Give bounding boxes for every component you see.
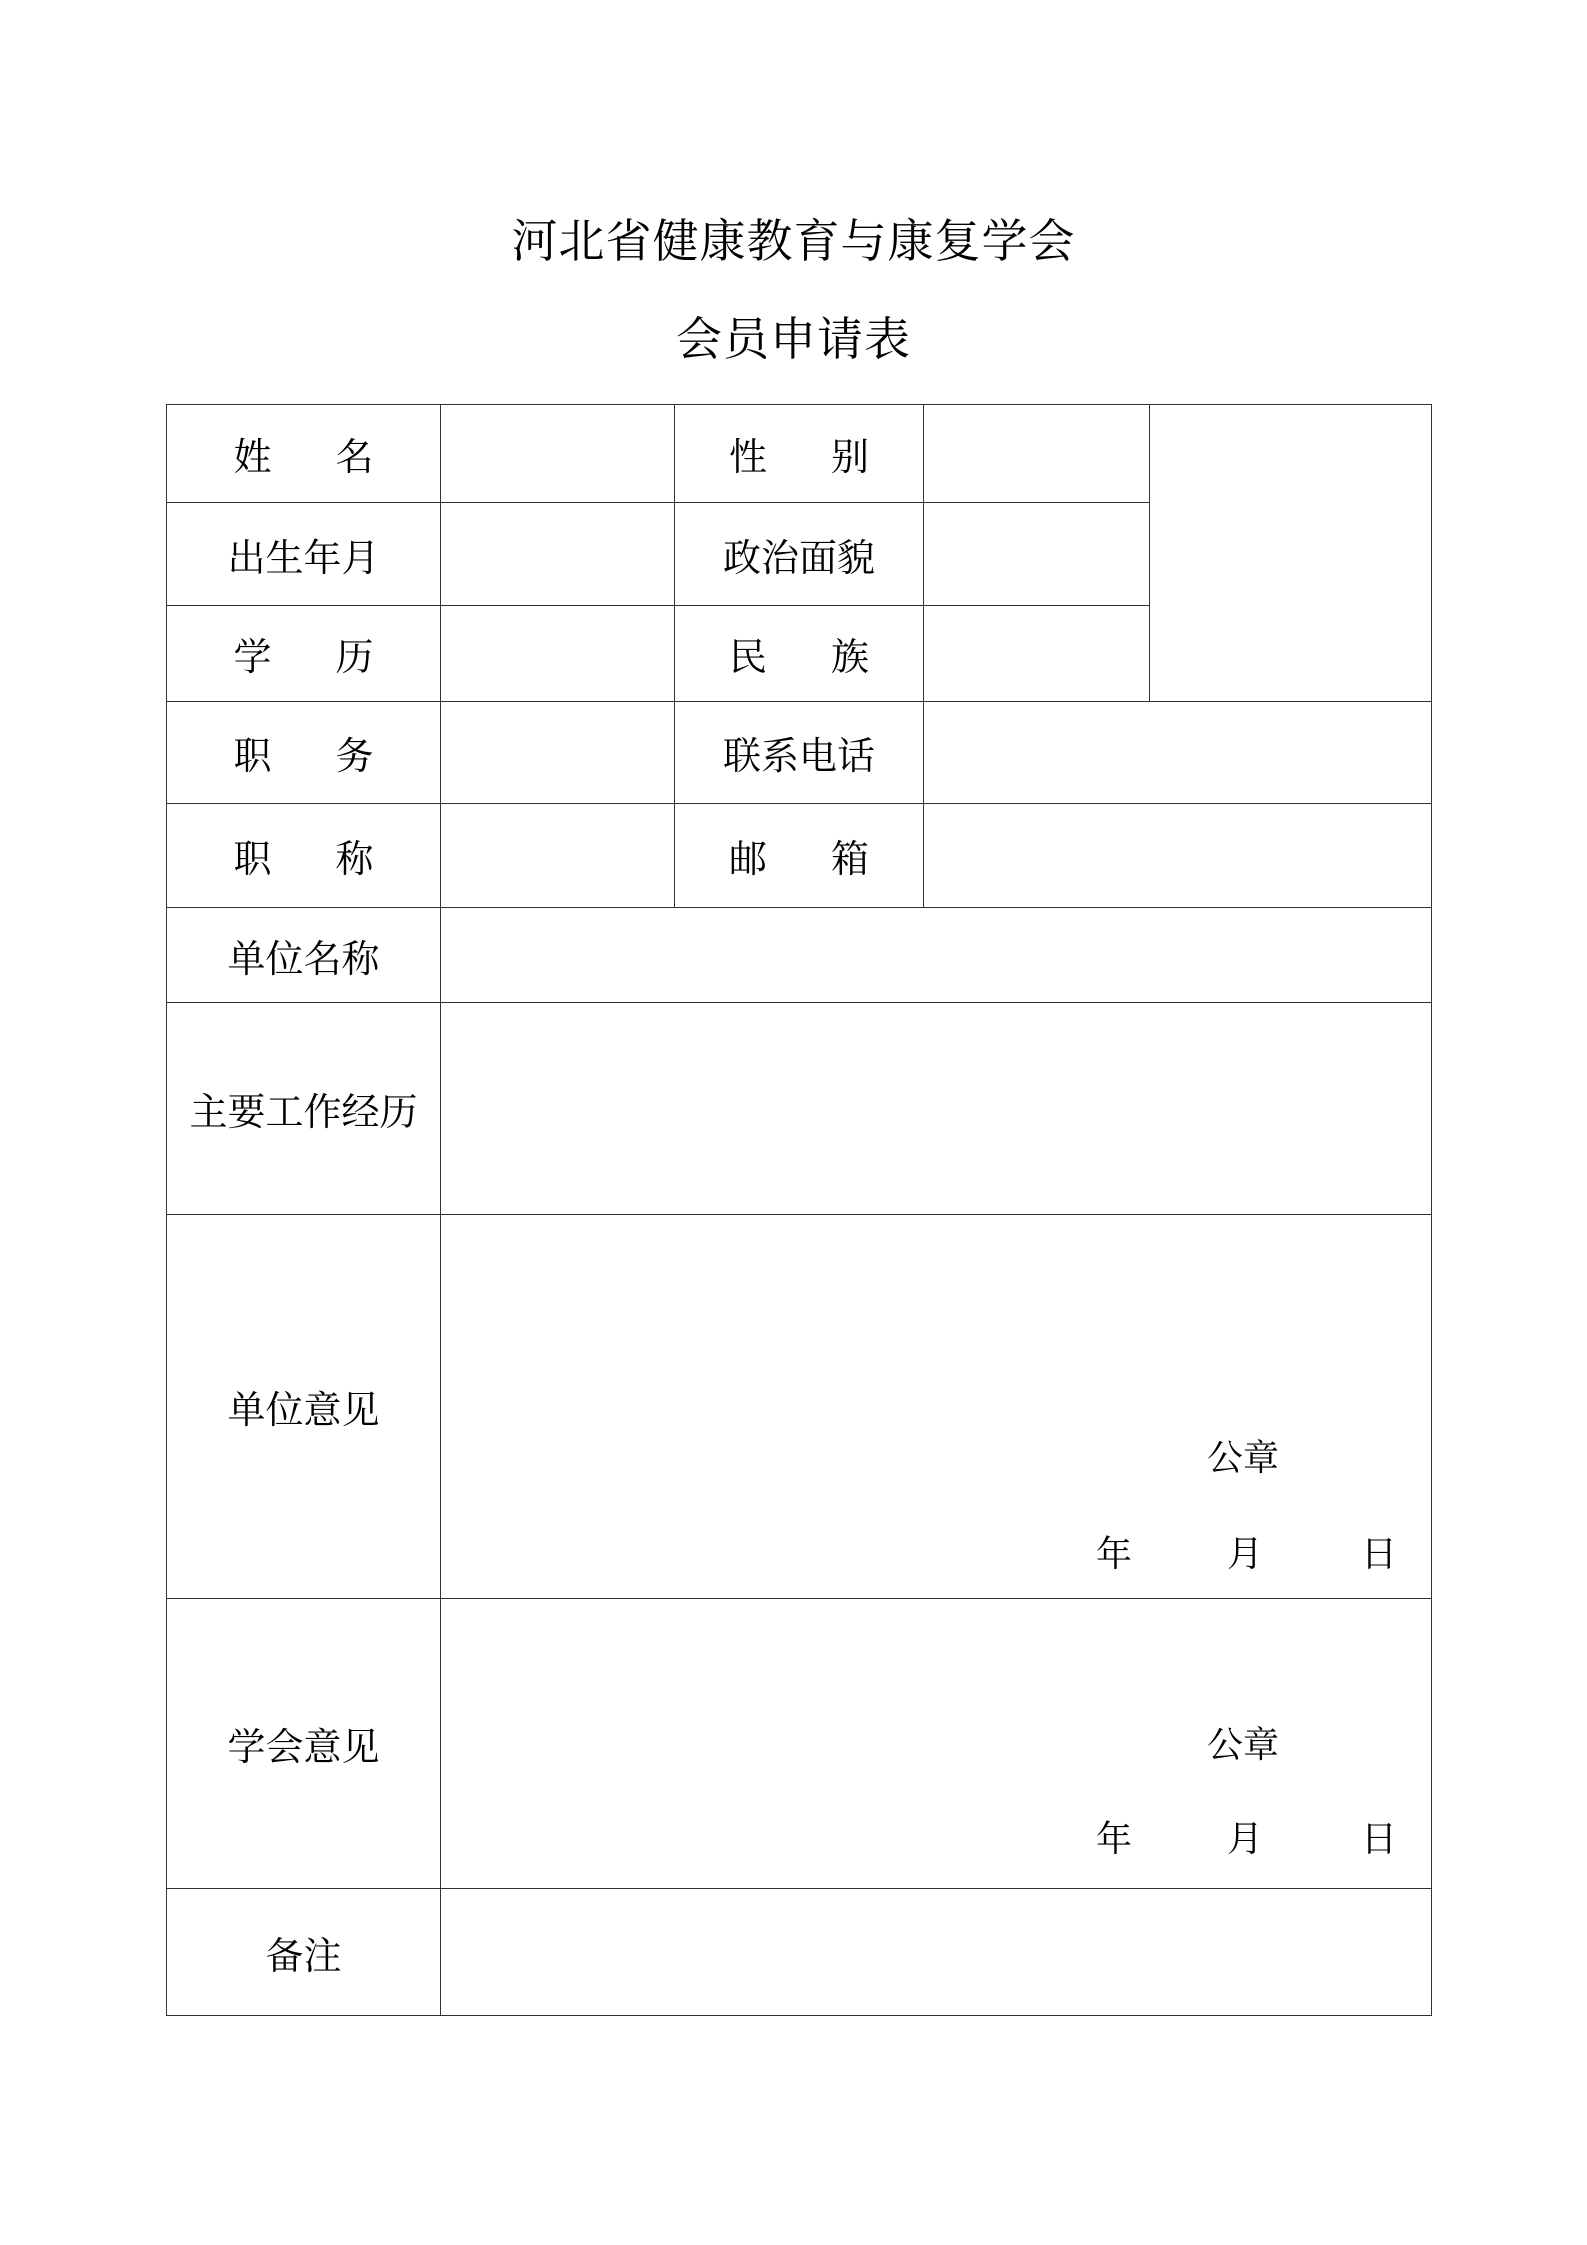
remarks-input[interactable] [441, 1889, 1432, 2016]
phone-input[interactable] [924, 702, 1432, 804]
experience-input[interactable] [441, 1003, 1432, 1215]
ethnicity-label: 民 族 [675, 606, 924, 702]
month-label: 月 [1227, 1534, 1264, 1575]
political-input[interactable] [924, 503, 1150, 606]
title-input[interactable] [441, 804, 675, 908]
employer-opinion-input[interactable] [441, 1215, 1432, 1599]
day-label: 日 [1361, 1534, 1398, 1575]
year-label: 年 [1096, 1819, 1133, 1860]
education-input[interactable] [441, 606, 675, 702]
form-row [167, 1599, 1432, 1889]
gender-label: 性 别 [675, 405, 924, 503]
email-label: 邮 箱 [675, 804, 924, 908]
form-row [167, 1003, 1432, 1215]
form-row [167, 1889, 1432, 2016]
form-row [167, 804, 1432, 908]
application-form-table [166, 404, 1432, 2016]
position-input[interactable] [441, 702, 675, 804]
day-label: 日 [1361, 1819, 1398, 1860]
remarks-label: 备注 [167, 1889, 441, 2016]
education-label: 学 历 [167, 606, 441, 702]
form-row [167, 908, 1432, 1003]
photo-box[interactable] [1150, 405, 1432, 702]
org-name-heading: 河北省健康教育与康复学会 [511, 214, 1076, 268]
name-input[interactable] [441, 405, 675, 503]
name-label: 姓 名 [167, 405, 441, 503]
email-input[interactable] [924, 804, 1432, 908]
employer-label: 单位名称 [167, 908, 441, 1003]
society-opinion-input[interactable] [441, 1599, 1432, 1889]
gender-input[interactable] [924, 405, 1150, 503]
month-label: 月 [1227, 1819, 1264, 1860]
birth-label: 出生年月 [167, 503, 441, 606]
birth-input[interactable] [441, 503, 675, 606]
experience-label: 主要工作经历 [167, 1003, 441, 1215]
form-row [167, 1215, 1432, 1599]
employer-opinion-label: 单位意见 [167, 1215, 441, 1599]
employer-input[interactable] [441, 908, 1432, 1003]
form-title: 会员申请表 [676, 312, 911, 366]
seal-label: 公章 [1207, 1438, 1280, 1479]
society-opinion-label: 学会意见 [167, 1599, 441, 1889]
political-label: 政治面貌 [675, 503, 924, 606]
form-row [167, 702, 1432, 804]
position-label: 职 务 [167, 702, 441, 804]
ethnicity-input[interactable] [924, 606, 1150, 702]
title-label: 职 称 [167, 804, 441, 908]
phone-label: 联系电话 [675, 702, 924, 804]
year-label: 年 [1096, 1534, 1133, 1575]
seal-label: 公章 [1207, 1725, 1280, 1766]
form-row [167, 405, 1432, 503]
